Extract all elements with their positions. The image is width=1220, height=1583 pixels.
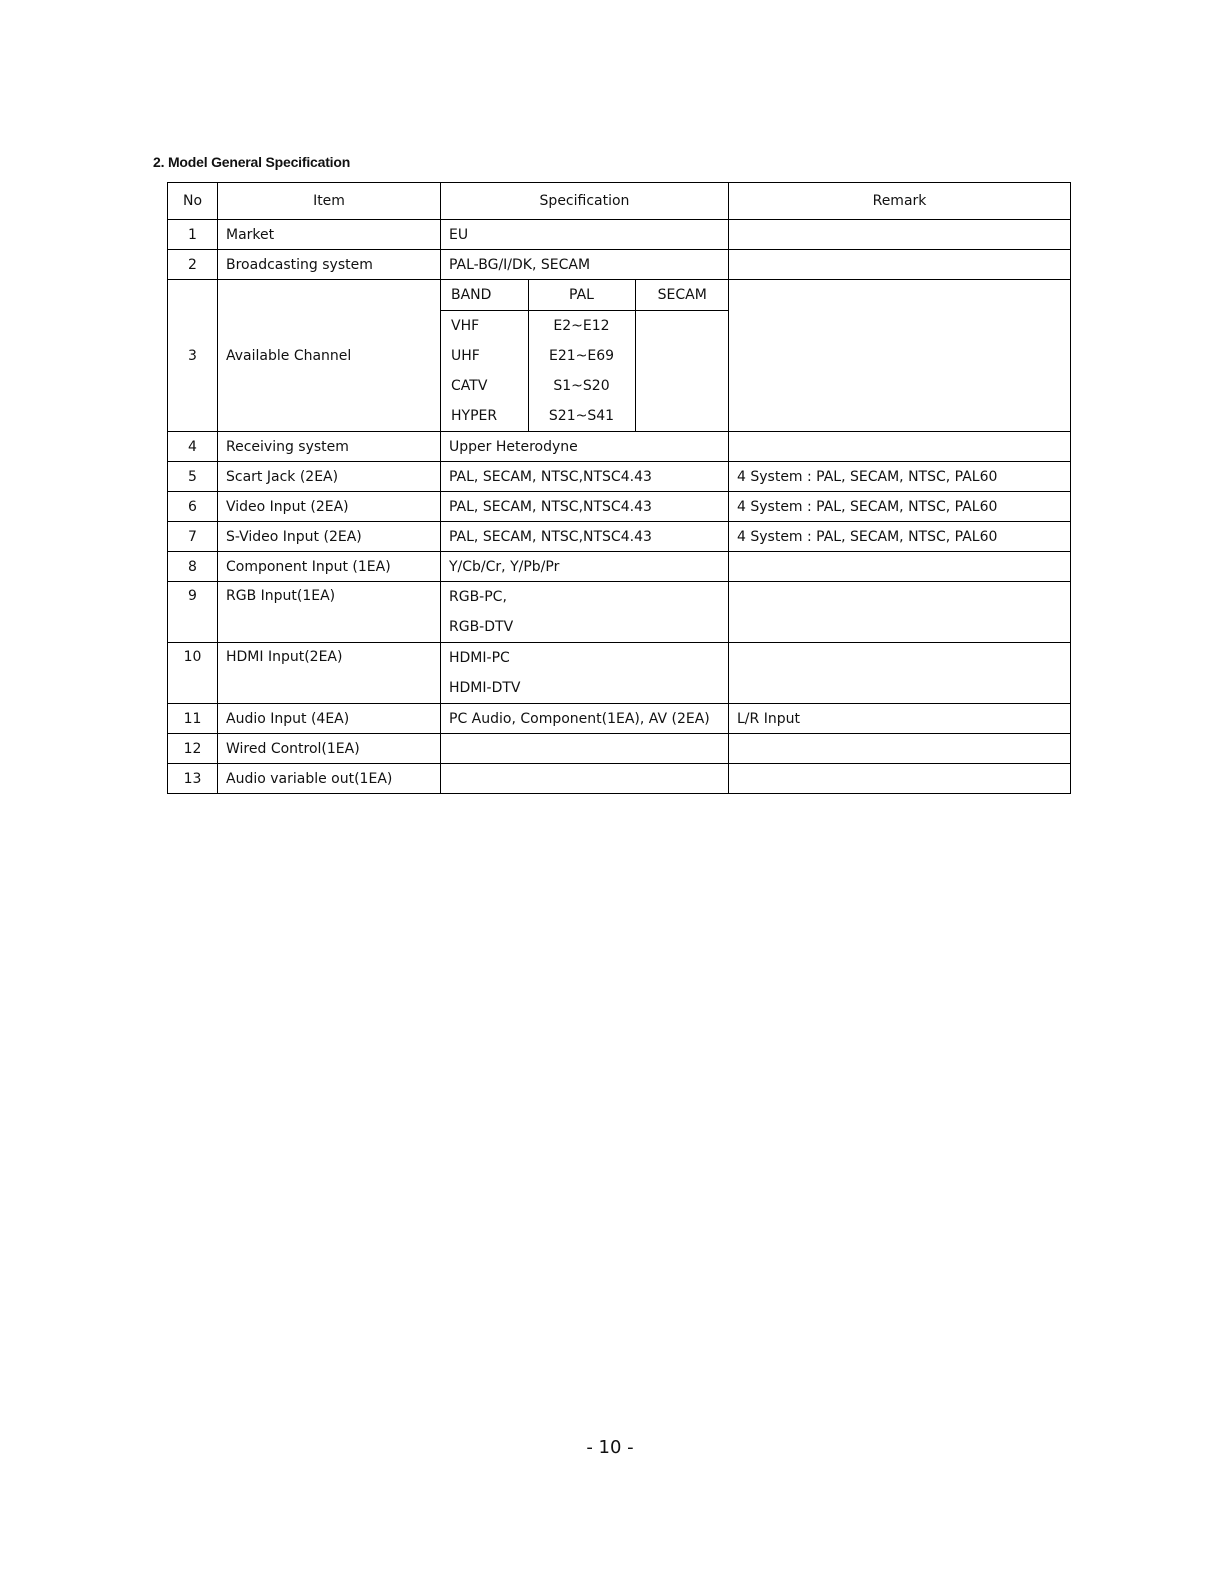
table-row [168, 280, 1071, 432]
row-no: 6 [168, 492, 218, 522]
header-no: No [168, 183, 218, 220]
row-no: 9 [168, 582, 218, 643]
table-row [168, 220, 1071, 250]
table-row [168, 462, 1071, 492]
channel-secam [635, 341, 729, 371]
row-no: 8 [168, 552, 218, 582]
table-row [168, 643, 1071, 704]
row-item: Broadcasting system [218, 250, 441, 280]
row-no: 12 [168, 734, 218, 764]
row-spec: Upper Heterodyne [441, 432, 729, 462]
row-item: S-Video Input (2EA) [218, 522, 441, 552]
table-row [168, 704, 1071, 734]
row-no: 1 [168, 220, 218, 250]
channel-row [441, 311, 729, 342]
table-row [168, 492, 1071, 522]
row-item: Audio variable out(1EA) [218, 764, 441, 794]
table-header-row [168, 183, 1071, 220]
row-remark [729, 764, 1071, 794]
row-spec: PAL, SECAM, NTSC,NTSC4.43 [441, 492, 729, 522]
channel-table-cell [441, 280, 729, 432]
row-spec [441, 734, 729, 764]
table-row [168, 734, 1071, 764]
channel-band: CATV [441, 371, 528, 401]
row-item: Video Input (2EA) [218, 492, 441, 522]
row-spec: PAL, SECAM, NTSC,NTSC4.43 [441, 522, 729, 552]
row-item: Available Channel [218, 280, 441, 432]
row-no: 11 [168, 704, 218, 734]
row-remark: L/R Input [729, 704, 1071, 734]
row-item: Scart Jack (2EA) [218, 462, 441, 492]
row-remark [729, 552, 1071, 582]
channel-secam [635, 371, 729, 401]
row-spec [441, 764, 729, 794]
row-item: Receiving system [218, 432, 441, 462]
channel-table [441, 280, 729, 431]
row-spec-line: HDMI-DTV [449, 680, 521, 696]
row-no: 13 [168, 764, 218, 794]
row-remark [729, 643, 1071, 704]
row-remark: 4 System : PAL, SECAM, NTSC, PAL60 [729, 522, 1071, 552]
channel-band: HYPER [441, 401, 528, 431]
channel-header-band: BAND [441, 280, 528, 311]
channel-band: UHF [441, 341, 528, 371]
row-item: RGB Input(1EA) [218, 582, 441, 643]
row-spec: PAL-BG/I/DK, SECAM [441, 250, 729, 280]
page-number: - 10 - [586, 1437, 634, 1458]
row-spec [441, 643, 729, 704]
spec-table [167, 182, 1071, 794]
row-remark [729, 432, 1071, 462]
row-remark [729, 220, 1071, 250]
table-row [168, 522, 1071, 552]
channel-secam [635, 311, 729, 342]
row-no: 7 [168, 522, 218, 552]
channel-header-pal: PAL [528, 280, 635, 311]
channel-band: VHF [441, 311, 528, 342]
channel-row [441, 341, 729, 371]
row-no: 10 [168, 643, 218, 704]
table-row [168, 432, 1071, 462]
row-spec-line: HDMI-PC [449, 650, 510, 666]
table-row [168, 764, 1071, 794]
row-no: 5 [168, 462, 218, 492]
channel-row [441, 401, 729, 431]
channel-header-secam: SECAM [635, 280, 729, 311]
row-spec: EU [441, 220, 729, 250]
row-spec: PC Audio, Component(1EA), AV (2EA) [441, 704, 729, 734]
row-spec: Y/Cb/Cr, Y/Pb/Pr [441, 552, 729, 582]
row-remark [729, 280, 1071, 432]
channel-secam [635, 401, 729, 431]
channel-header-row [441, 280, 729, 311]
row-item: Market [218, 220, 441, 250]
channel-pal: E2~E12 [528, 311, 635, 342]
table-row [168, 582, 1071, 643]
channel-pal: E21~E69 [528, 341, 635, 371]
row-spec-line: RGB-PC, [449, 589, 507, 605]
row-remark: 4 System : PAL, SECAM, NTSC, PAL60 [729, 462, 1071, 492]
header-item: Item [218, 183, 441, 220]
channel-row [441, 371, 729, 401]
row-item: Wired Control(1EA) [218, 734, 441, 764]
row-no: 3 [168, 280, 218, 432]
row-item: HDMI Input(2EA) [218, 643, 441, 704]
row-remark [729, 250, 1071, 280]
row-item: Component Input (1EA) [218, 552, 441, 582]
row-no: 2 [168, 250, 218, 280]
row-remark: 4 System : PAL, SECAM, NTSC, PAL60 [729, 492, 1071, 522]
row-spec-line: RGB-DTV [449, 619, 514, 635]
header-specification: Specification [441, 183, 729, 220]
row-no: 4 [168, 432, 218, 462]
header-remark: Remark [729, 183, 1071, 220]
table-row [168, 250, 1071, 280]
row-spec [441, 582, 729, 643]
channel-pal: S21~S41 [528, 401, 635, 431]
row-remark [729, 582, 1071, 643]
section-title: 2. Model General Specification [153, 154, 351, 170]
row-remark [729, 734, 1071, 764]
row-item: Audio Input (4EA) [218, 704, 441, 734]
table-row [168, 552, 1071, 582]
row-spec: PAL, SECAM, NTSC,NTSC4.43 [441, 462, 729, 492]
channel-pal: S1~S20 [528, 371, 635, 401]
